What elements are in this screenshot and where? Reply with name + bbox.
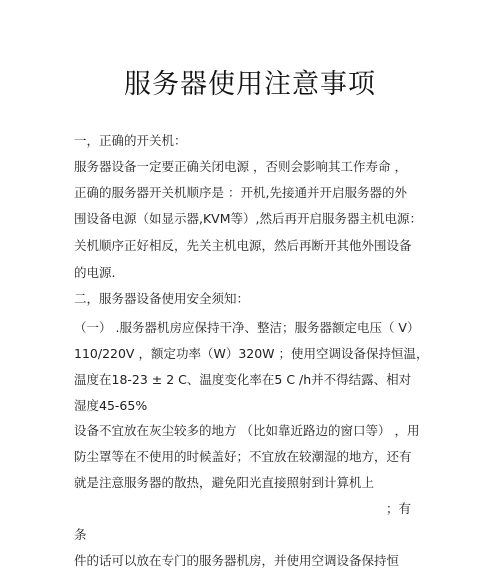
paragraph-line: 设备不宜放在灰尘较多的地方 （比如靠近路边的窗口等） ，用 bbox=[74, 423, 420, 438]
paragraph-line: 件的话可以放在专门的服务器机房，并使用空调设备保持恒 bbox=[74, 553, 400, 568]
paragraph-line: 服务器设备一定要正确关闭电源 ，否则会影响其工作寿命 ， bbox=[74, 159, 407, 174]
paragraph-line: 湿度45-65% bbox=[74, 398, 148, 413]
paragraph-line: 防尘罩等在不使用的时候盖好；不宜放在较潮湿的地方，还有 bbox=[74, 449, 412, 464]
document-title: 服务器使用注意事项 bbox=[124, 69, 376, 100]
paragraph-line: 温度在18-23 ± 2 C、温度变化率在5 C /h并不得结露、相对 bbox=[74, 372, 412, 387]
paragraph-line: 的电源. bbox=[74, 265, 116, 280]
paragraph-line: 条 bbox=[74, 527, 87, 542]
section-heading-2: 二，服务器设备使用安全须知： bbox=[74, 291, 250, 306]
paragraph-line: 110/220V ，额定功率（W）320W ；使用空调设备保持恒温， bbox=[74, 346, 429, 361]
paragraph-line: （一） .服务器机房应保持干净、整洁；服务器额定电压（ V） bbox=[74, 320, 420, 335]
paragraph-line: 关机顺序正好相反，先关主机电源，然后再断开其他外围设备 bbox=[74, 238, 412, 253]
paragraph-line: 就是注意服务器的散热，避免阳光直接照射到计算机上 bbox=[74, 475, 375, 490]
section-heading-1: 一，正确的开关机： bbox=[74, 133, 187, 148]
paragraph-line: 正确的服务器开关机顺序是 ：开机,先接通并开启服务器的外 bbox=[74, 185, 407, 200]
paragraph-line-right: ；有 bbox=[386, 501, 412, 516]
paragraph-line: 围设备电源（如显示器,KVM等）,然后再开启服务器主机电源： bbox=[74, 211, 422, 226]
